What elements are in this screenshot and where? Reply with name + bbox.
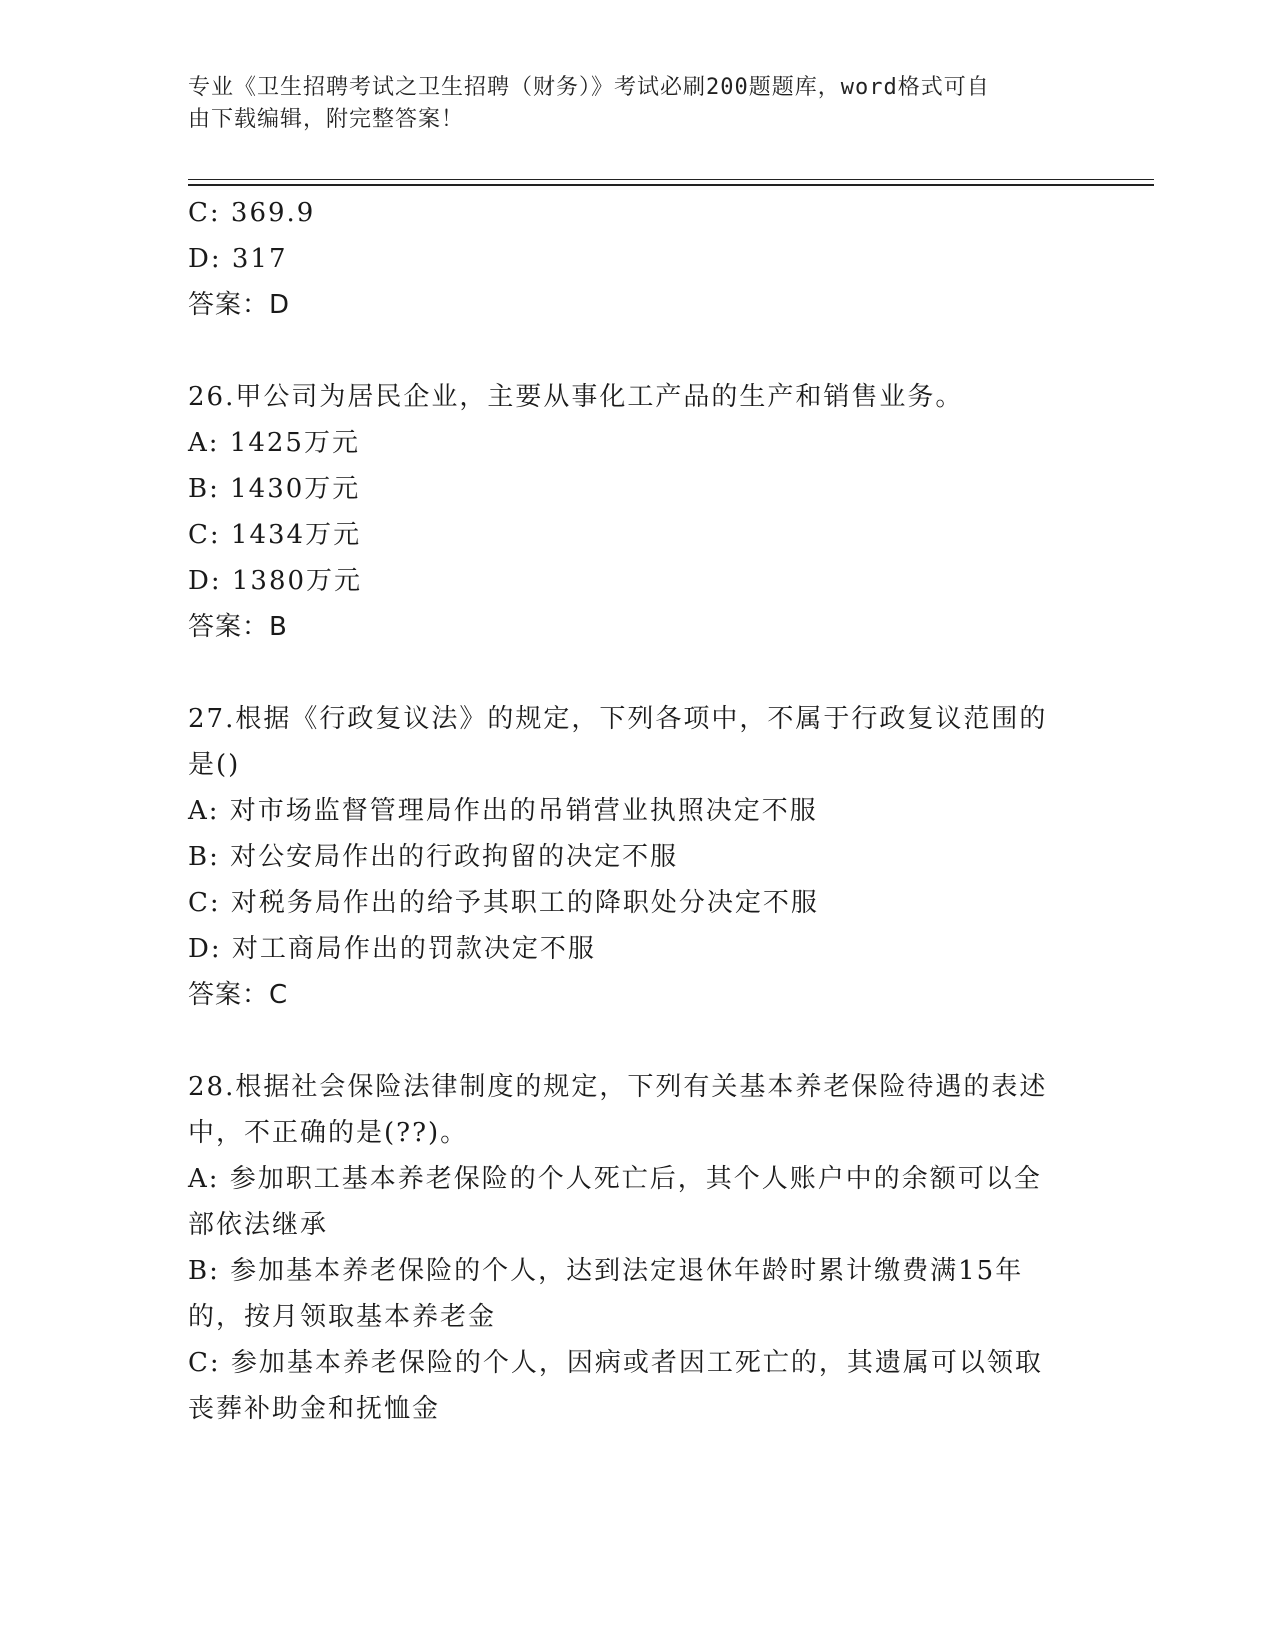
option-c-line-1: C: 参加基本养老保险的个人，因病或者因工死亡的，其遗属可以领取 [188,1348,1043,1378]
header-line-1: 专业《卫生招聘考试之卫生招聘（财务）》考试必刷200题题库，word格式可自 [188,75,990,100]
question-text-line-2: 中，不正确的是(??)。 [188,1118,469,1148]
spacer [188,1018,1088,1064]
header-rule-thick [188,184,1154,186]
option-b: B: 对公安局作出的行政拘留的决定不服 [188,842,679,872]
answer-line: 答案：C [188,980,289,1010]
option-b-line-1: B: 参加基本养老保险的个人，达到法定退休年龄时累计缴费满15年 [188,1256,1024,1286]
option-a: A: 对市场监督管理局作出的吊销营业执照决定不服 [188,796,818,826]
option-d: D: 1380万元 [188,566,363,596]
option-d: D: 317 [188,244,288,274]
question-27 [188,696,1088,1018]
option-b: B: 1430万元 [188,474,361,504]
option-a-line-2: 部依法继承 [188,1210,329,1240]
option-b-line-2: 的，按月领取基本养老金 [188,1302,497,1332]
spacer [188,328,1088,374]
question-25 [188,190,1088,328]
document-body [188,190,1088,1432]
option-a-line-1: A: 参加职工基本养老保险的个人死亡后，其个人账户中的余额可以全 [188,1164,1042,1194]
page-header [188,72,1068,136]
option-d: D: 对工商局作出的罚款决定不服 [188,934,596,964]
header-rule-thin [188,179,1154,180]
header-line-2: 由下载编辑，附完整答案！ [188,107,465,132]
option-c: C: 对税务局作出的给予其职工的降职处分决定不服 [188,888,819,918]
question-text-line-2: 是() [188,750,241,780]
question-26 [188,374,1088,650]
option-a: A: 1425万元 [188,428,360,458]
question-28 [188,1064,1088,1432]
question-text: 26.甲公司为居民企业，主要从事化工产品的生产和销售业务。 [188,382,964,412]
answer-line: 答案：D [188,290,291,320]
question-text-line-1: 27.根据《行政复议法》的规定，下列各项中，不属于行政复议范围的 [188,704,1048,734]
option-c: C: 369.9 [188,198,316,228]
option-c: C: 1434万元 [188,520,362,550]
option-c-line-2: 丧葬补助金和抚恤金 [188,1394,441,1424]
answer-line: 答案：B [188,612,288,642]
spacer [188,650,1088,696]
question-text-line-1: 28.根据社会保险法律制度的规定，下列有关基本养老保险待遇的表述 [188,1072,1048,1102]
